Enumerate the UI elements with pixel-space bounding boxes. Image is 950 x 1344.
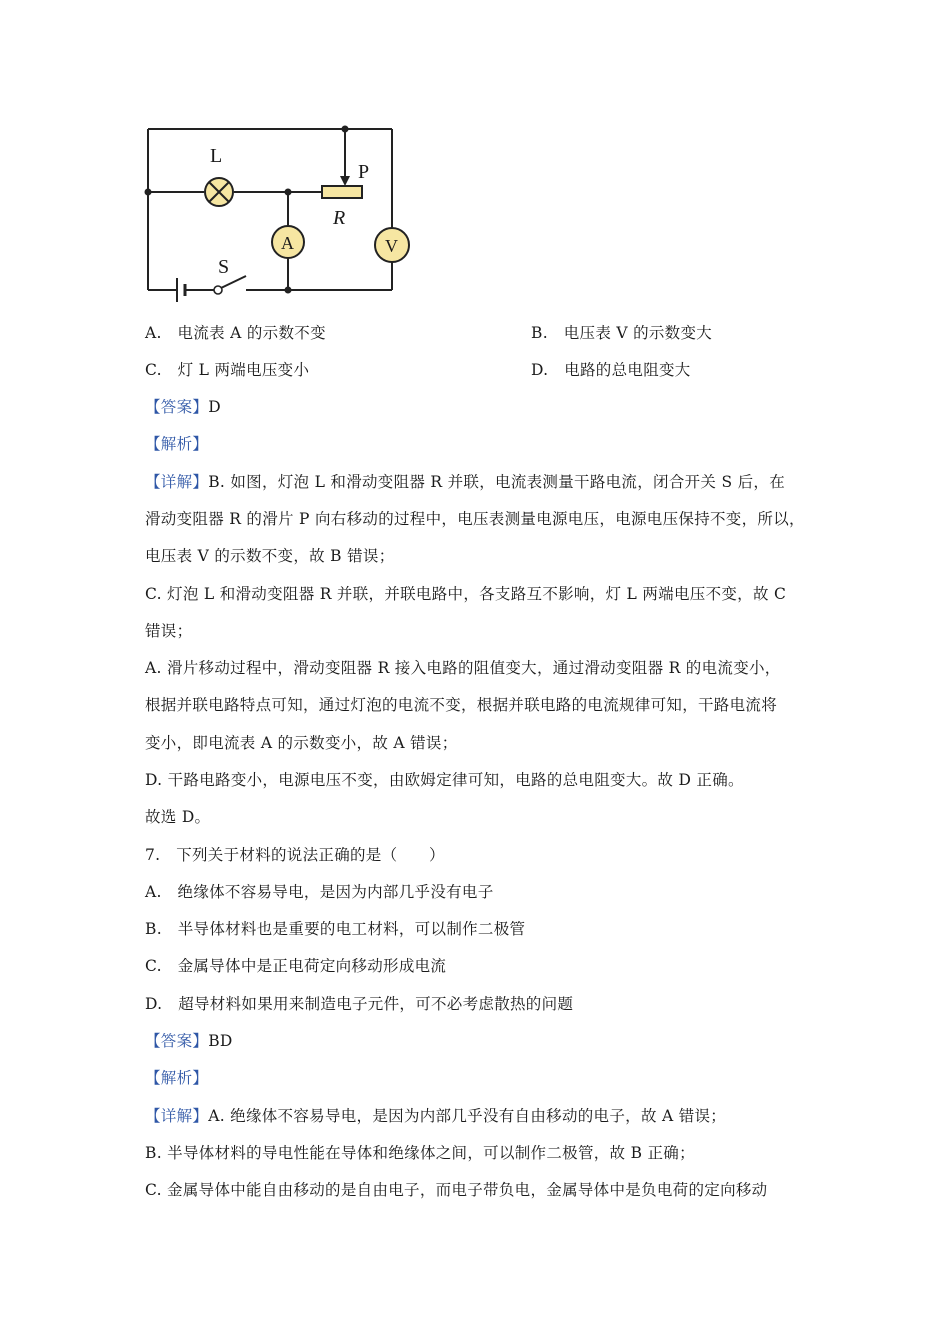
circuit-diagram xyxy=(140,118,420,308)
q7-answer xyxy=(145,1030,233,1052)
q6-detail-line-7: 根据并联电路特点可知，通过灯泡的电流不变，根据并联电路的电流规律可知，干路电流将 xyxy=(145,696,778,714)
q6-option-d: D. 电路的总电阻变大 xyxy=(531,361,691,379)
lamp-label: L xyxy=(210,145,223,167)
q6-option-a: A. 电流表 A 的示数不变 xyxy=(145,324,326,342)
q6-answer xyxy=(145,396,221,418)
q6-option-c: C. 灯 L 两端电压变小 xyxy=(145,361,310,379)
analysis-tag: 【解析】 xyxy=(145,1069,209,1087)
rheostat-body xyxy=(322,186,362,198)
q7-detail-line-2: B. 半导体材料的导电性能在导体和绝缘体之间，可以制作二极管，故 B 正确； xyxy=(145,1144,695,1162)
lamp-icon xyxy=(205,178,233,206)
ammeter-label: A xyxy=(281,233,294,253)
analysis-tag: 【解析】 xyxy=(145,435,209,453)
q6-detail-line-6: A. 滑片移动过程中，滑动变阻器 R 接入电路的阻值变大，通过滑动变阻器 R 的电流变小， xyxy=(145,659,781,677)
answer-value: BD xyxy=(208,1032,233,1050)
q6-detail-line-9: D. 干路电路变小，电源电压不变，由欧姆定律可知，电路的总电阻变大。故 D 正确。 xyxy=(145,771,744,789)
voltmeter-label: V xyxy=(385,236,398,256)
q6-detail-line-10: 故选 D。 xyxy=(145,808,211,826)
detail-text: A. 绝缘体不容易导电，是因为内部几乎没有自由移动的电子，故 A 错误； xyxy=(208,1107,727,1125)
q6-detail-line-8: 变小，即电流表 A 的示数变小，故 A 错误； xyxy=(145,734,458,752)
q6-option-b: B. 电压表 V 的示数变大 xyxy=(531,324,713,342)
slider-arrow-icon xyxy=(340,176,350,186)
q7-stem: 7. 下列关于材料的说法正确的是（ ） xyxy=(145,846,445,864)
q6-detail-line-1 xyxy=(145,471,785,493)
slider-label: P xyxy=(358,161,370,183)
q7-option-c: C. 金属导体中是正电荷定向移动形成电流 xyxy=(145,957,447,975)
q7-option-d: D. 超导材料如果用来制造电子元件，可不必考虑散热的问题 xyxy=(145,995,574,1013)
q6-detail-line-3: 电压表 V 的示数不变，故 B 错误； xyxy=(145,547,395,565)
answer-value: D xyxy=(208,398,221,416)
q6-detail-line-4: C. 灯泡 L 和滑动变阻器 R 并联，并联电路中，各支路互不影响，灯 L 两端电压不变，故 C xyxy=(145,585,787,603)
q7-detail-line-1 xyxy=(145,1105,726,1127)
q7-analysis-tag xyxy=(145,1067,208,1089)
q7-detail-line-3: C. 金属导体中能自由移动的是自由电子，而电子带负电，金属导体中是负电荷的定向移动 xyxy=(145,1181,768,1199)
detail-tag: 【详解】 xyxy=(145,1107,209,1125)
answer-tag: 【答案】 xyxy=(145,398,209,416)
q7-option-a: A. 绝缘体不容易导电，是因为内部几乎没有电子 xyxy=(145,883,494,901)
q6-analysis-tag xyxy=(145,433,208,455)
detail-text: B. 如图，灯泡 L 和滑动变阻器 R 并联，电流表测量干路电流，闭合开关 S 后，在 xyxy=(208,473,785,491)
answer-tag: 【答案】 xyxy=(145,1032,209,1050)
q6-detail-line-2: 滑动变阻器 R 的滑片 P 向右移动的过程中，电压表测量电源电压，电源电压保持不变，所以， xyxy=(145,510,805,528)
q6-detail-line-5: 错误； xyxy=(145,622,193,640)
junction-dots xyxy=(145,126,349,294)
detail-tag: 【详解】 xyxy=(145,473,209,491)
resistor-label: R xyxy=(333,207,346,229)
switch-label: S xyxy=(218,256,230,278)
q7-option-b: B. 半导体材料也是重要的电工材料，可以制作二极管 xyxy=(145,920,526,938)
